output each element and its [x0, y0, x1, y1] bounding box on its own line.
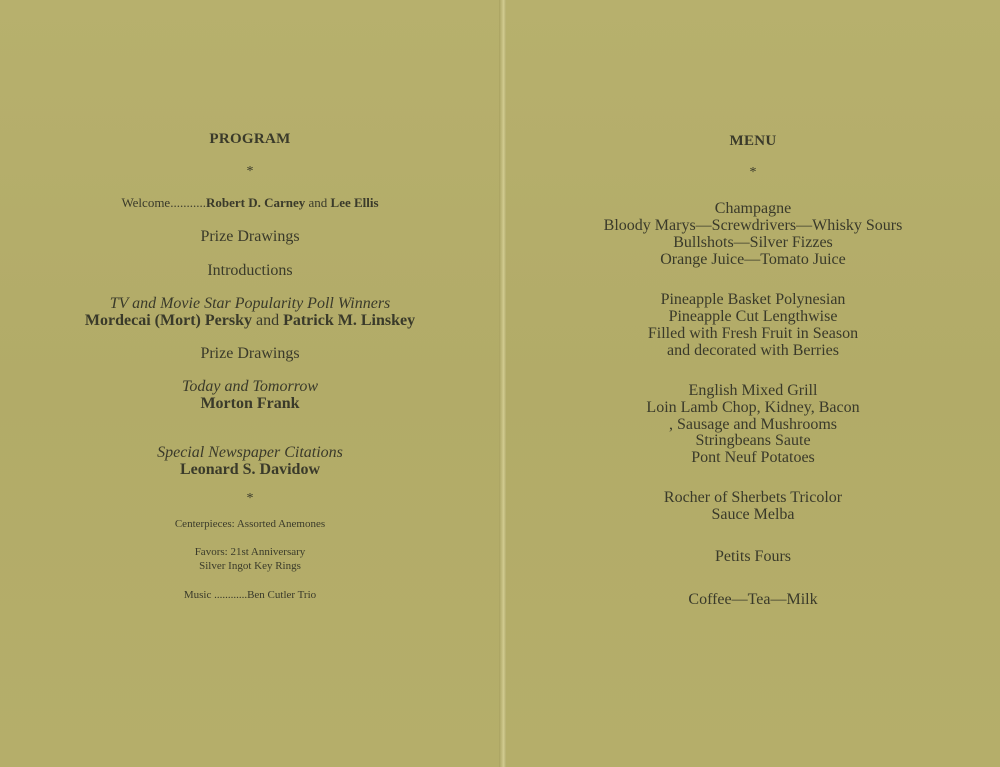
poll-name-persky: Mordecai (Mort) Persky — [84, 312, 252, 329]
menu-petits-fours: Petits Fours — [714, 548, 791, 565]
prize-drawings-1: Prize Drawings — [200, 228, 300, 245]
menu-pineapple-2: Pineapple Cut Lengthwise — [668, 308, 838, 325]
welcome-and: and — [305, 195, 331, 210]
menu-pineapple-4: and decorated with Berries — [667, 342, 839, 359]
poll-names — [0, 312, 500, 330]
welcome-name-carney: Robert D. Carney — [205, 195, 306, 210]
welcome-label: Welcome........... — [121, 195, 206, 210]
poll-name-linskey: Patrick M. Linskey — [283, 312, 416, 329]
menu-page — [506, 0, 1000, 767]
welcome-line — [0, 195, 500, 211]
menu-coffee: Coffee—Tea—Milk — [688, 591, 818, 608]
citations-title: Special Newspaper Citations — [157, 444, 343, 461]
today-title: Today and Tomorrow — [181, 378, 319, 395]
music: Music ............Ben Cutler Trio — [183, 589, 317, 601]
poll-and: and — [251, 312, 284, 329]
prize-drawings-2: Prize Drawings — [200, 345, 300, 362]
menu-grill-4: Stringbeans Saute — [695, 432, 811, 449]
menu-heading: MENU — [729, 133, 777, 149]
menu-grill-3: , Sausage and Mushrooms — [669, 416, 837, 433]
poll-title: TV and Movie Star Popularity Poll Winners — [109, 295, 391, 312]
menu-drink-2: Bloody Marys—Screwdrivers—Whisky Sours — [603, 217, 903, 234]
program-star-divider-2: * — [246, 491, 254, 506]
menu-drink-3: Bullshots—Silver Fizzes — [673, 234, 833, 251]
menu-grill-2: Loin Lamb Chop, Kidney, Bacon — [646, 399, 860, 416]
introductions: Introductions — [207, 262, 293, 279]
menu-drink-4: Orange Juice—Tomato Juice — [660, 251, 846, 268]
program-heading: PROGRAM — [209, 131, 291, 147]
welcome-name-ellis: Lee Ellis — [330, 195, 379, 210]
menu-sherbets-2: Sauce Melba — [711, 506, 795, 523]
menu-pineapple-3: Filled with Fresh Fruit in Season — [647, 325, 859, 342]
menu-grill-1: English Mixed Grill — [688, 382, 818, 399]
today-name: Morton Frank — [200, 395, 300, 412]
favors-line-1: Favors: 21st Anniversary — [194, 546, 306, 558]
menu-sherbets-1: Rocher of Sherbets Tricolor — [663, 489, 843, 506]
menu-pineapple-1: Pineapple Basket Polynesian — [660, 291, 846, 308]
citations-name: Leonard S. Davidow — [179, 461, 321, 478]
centerpieces: Centerpieces: Assorted Anemones — [174, 518, 326, 530]
menu-star-divider: * — [749, 165, 757, 180]
program-star-divider: * — [246, 164, 254, 179]
favors-line-2: Silver Ingot Key Rings — [199, 560, 301, 572]
menu-drink-1: Champagne — [714, 200, 792, 217]
menu-grill-5: Pont Neuf Potatoes — [691, 449, 815, 466]
